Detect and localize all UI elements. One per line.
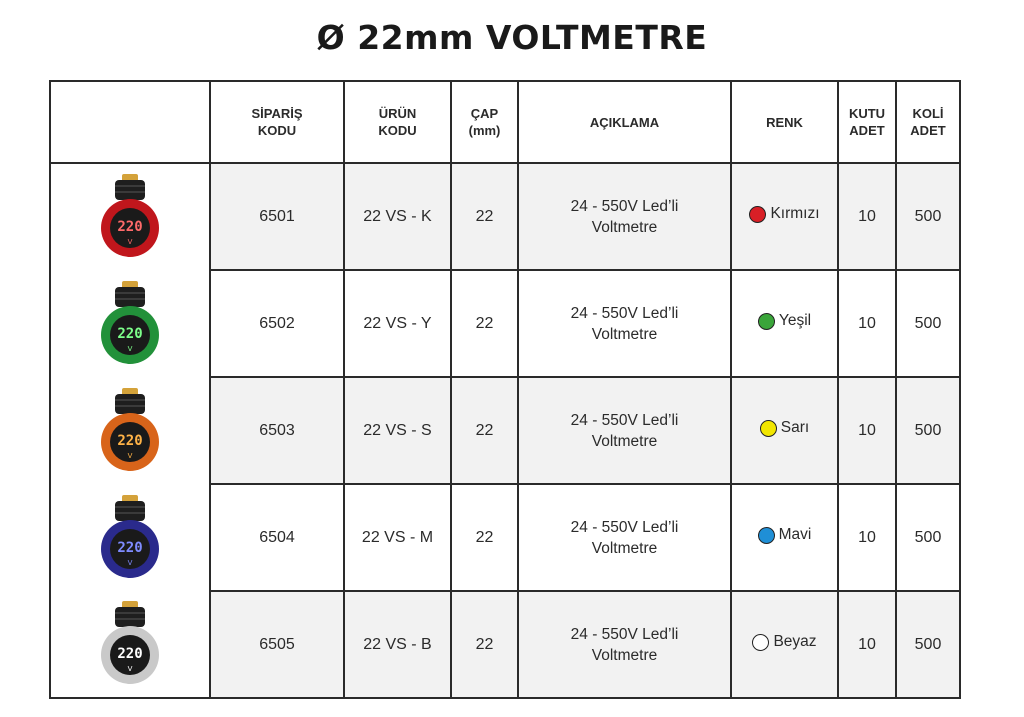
color-name: Kırmızı <box>770 205 820 223</box>
order-code: 6505 <box>259 635 295 653</box>
case-qty-cell <box>896 484 960 591</box>
color-cell <box>731 484 838 591</box>
display-unit: V <box>127 451 133 460</box>
product-image-cell <box>50 270 210 377</box>
display-unit: V <box>127 344 133 353</box>
page-title: Ø 22mm VOLTMETRE <box>316 18 708 57</box>
product-code: 22 VS - K <box>363 207 432 225</box>
box-qty-cell <box>838 591 896 698</box>
voltmeter-product-image <box>98 174 162 260</box>
display-unit: V <box>127 665 133 673</box>
order-code: 6503 <box>259 421 295 439</box>
color-name: Sarı <box>780 419 810 437</box>
color-cell <box>731 270 838 377</box>
voltmeter-product-image <box>98 388 162 474</box>
color-cell <box>731 163 838 270</box>
product-code: 22 VS - S <box>363 421 432 439</box>
threaded-body <box>115 501 145 521</box>
description-text: 24 - 550V Led’li Voltmetre <box>570 411 679 450</box>
display-digits: 220 <box>117 219 143 235</box>
case-qty: 500 <box>914 207 942 225</box>
voltmeter-product-image <box>98 281 162 367</box>
product-table <box>49 80 961 699</box>
order-code-cell <box>210 163 344 270</box>
box-qty: 10 <box>858 421 876 439</box>
case-qty-cell <box>896 163 960 270</box>
diameter-cell <box>451 163 518 270</box>
order-code-cell <box>210 270 344 377</box>
diameter-value: 22 <box>475 635 494 653</box>
product-code: 22 VS - B <box>363 635 432 653</box>
table-row <box>50 163 960 270</box>
product-code: 22 VS - M <box>361 528 434 546</box>
description-cell <box>518 377 731 484</box>
color-name: Beyaz <box>773 633 817 651</box>
case-qty-cell <box>896 270 960 377</box>
color-name: Yeşil <box>778 312 812 330</box>
voltmeter-product-image <box>98 495 162 581</box>
product-code-cell <box>344 163 451 270</box>
description-text: 24 - 550V Led’li Voltmetre <box>570 304 679 343</box>
header-case-qty: KOLİ ADET <box>896 81 960 163</box>
box-qty-cell <box>838 163 896 270</box>
threaded-body <box>115 607 145 627</box>
diameter-value: 22 <box>475 528 494 546</box>
product-image-cell <box>50 484 210 591</box>
diameter-value: 22 <box>475 421 494 439</box>
order-code: 6504 <box>259 528 295 546</box>
case-qty-cell <box>896 377 960 484</box>
order-code-cell <box>210 484 344 591</box>
case-qty: 500 <box>914 528 942 546</box>
color-swatch-icon <box>758 313 775 330</box>
product-code-cell <box>344 377 451 484</box>
table-row <box>50 270 960 377</box>
box-qty: 10 <box>858 207 876 225</box>
display-digits: 220 <box>117 325 143 342</box>
order-code-cell <box>210 591 344 698</box>
diameter-cell <box>451 270 518 377</box>
color-name: Mavi <box>778 526 812 544</box>
product-code-cell <box>344 484 451 591</box>
header-product-code: ÜRÜN KODU <box>344 81 451 163</box>
header-diameter: ÇAP (mm) <box>451 81 518 163</box>
box-qty-cell <box>838 270 896 377</box>
order-code-cell <box>210 377 344 484</box>
threaded-body <box>115 180 145 200</box>
voltmeter-product-image <box>98 601 162 687</box>
description-cell <box>518 270 731 377</box>
display-digits: 220 <box>117 432 143 449</box>
diameter-cell <box>451 484 518 591</box>
header-description: AÇIKLAMA <box>518 81 731 163</box>
display-digits: 220 <box>117 539 143 556</box>
case-qty: 500 <box>914 314 942 332</box>
product-code-cell <box>344 591 451 698</box>
product-image-cell <box>50 163 210 270</box>
product-image-cell <box>50 377 210 484</box>
case-qty: 500 <box>914 635 942 653</box>
threaded-body <box>115 394 145 414</box>
header-image <box>50 81 210 163</box>
threaded-body <box>115 287 145 307</box>
table-row <box>50 377 960 484</box>
case-qty: 500 <box>914 421 942 439</box>
diameter-value: 22 <box>475 314 494 332</box>
header-order-code: SİPARİŞ KODU <box>210 81 344 163</box>
product-code: 22 VS - Y <box>363 314 432 332</box>
table-header-row <box>50 81 960 163</box>
box-qty-cell <box>838 377 896 484</box>
box-qty: 10 <box>858 314 876 332</box>
color-cell <box>731 377 838 484</box>
display-unit: V <box>127 238 133 246</box>
description-cell <box>518 163 731 270</box>
diameter-cell <box>451 377 518 484</box>
header-color: RENK <box>731 81 838 163</box>
case-qty-cell <box>896 591 960 698</box>
color-swatch-icon <box>752 634 769 651</box>
description-text: 24 - 550V Led’li Voltmetre <box>570 518 679 557</box>
box-qty: 10 <box>858 635 876 653</box>
description-cell <box>518 591 731 698</box>
order-code: 6501 <box>259 207 295 225</box>
box-qty: 10 <box>858 528 876 546</box>
order-code: 6502 <box>259 314 295 332</box>
box-qty-cell <box>838 484 896 591</box>
description-text: 24 - 550V Led’li Voltmetre <box>570 625 679 664</box>
description-text: 24 - 550V Led’li Voltmetre <box>570 197 679 236</box>
color-swatch-icon <box>758 527 775 544</box>
description-cell <box>518 484 731 591</box>
color-swatch-icon <box>760 420 777 437</box>
diameter-cell <box>451 591 518 698</box>
table-row <box>50 591 960 698</box>
display-digits: 220 <box>117 646 143 662</box>
display-unit: V <box>127 558 133 567</box>
diameter-value: 22 <box>475 207 494 225</box>
header-box-qty: KUTU ADET <box>838 81 896 163</box>
product-image-cell <box>50 591 210 698</box>
table-row <box>50 484 960 591</box>
product-code-cell <box>344 270 451 377</box>
color-cell <box>731 591 838 698</box>
color-swatch-icon <box>749 206 766 223</box>
